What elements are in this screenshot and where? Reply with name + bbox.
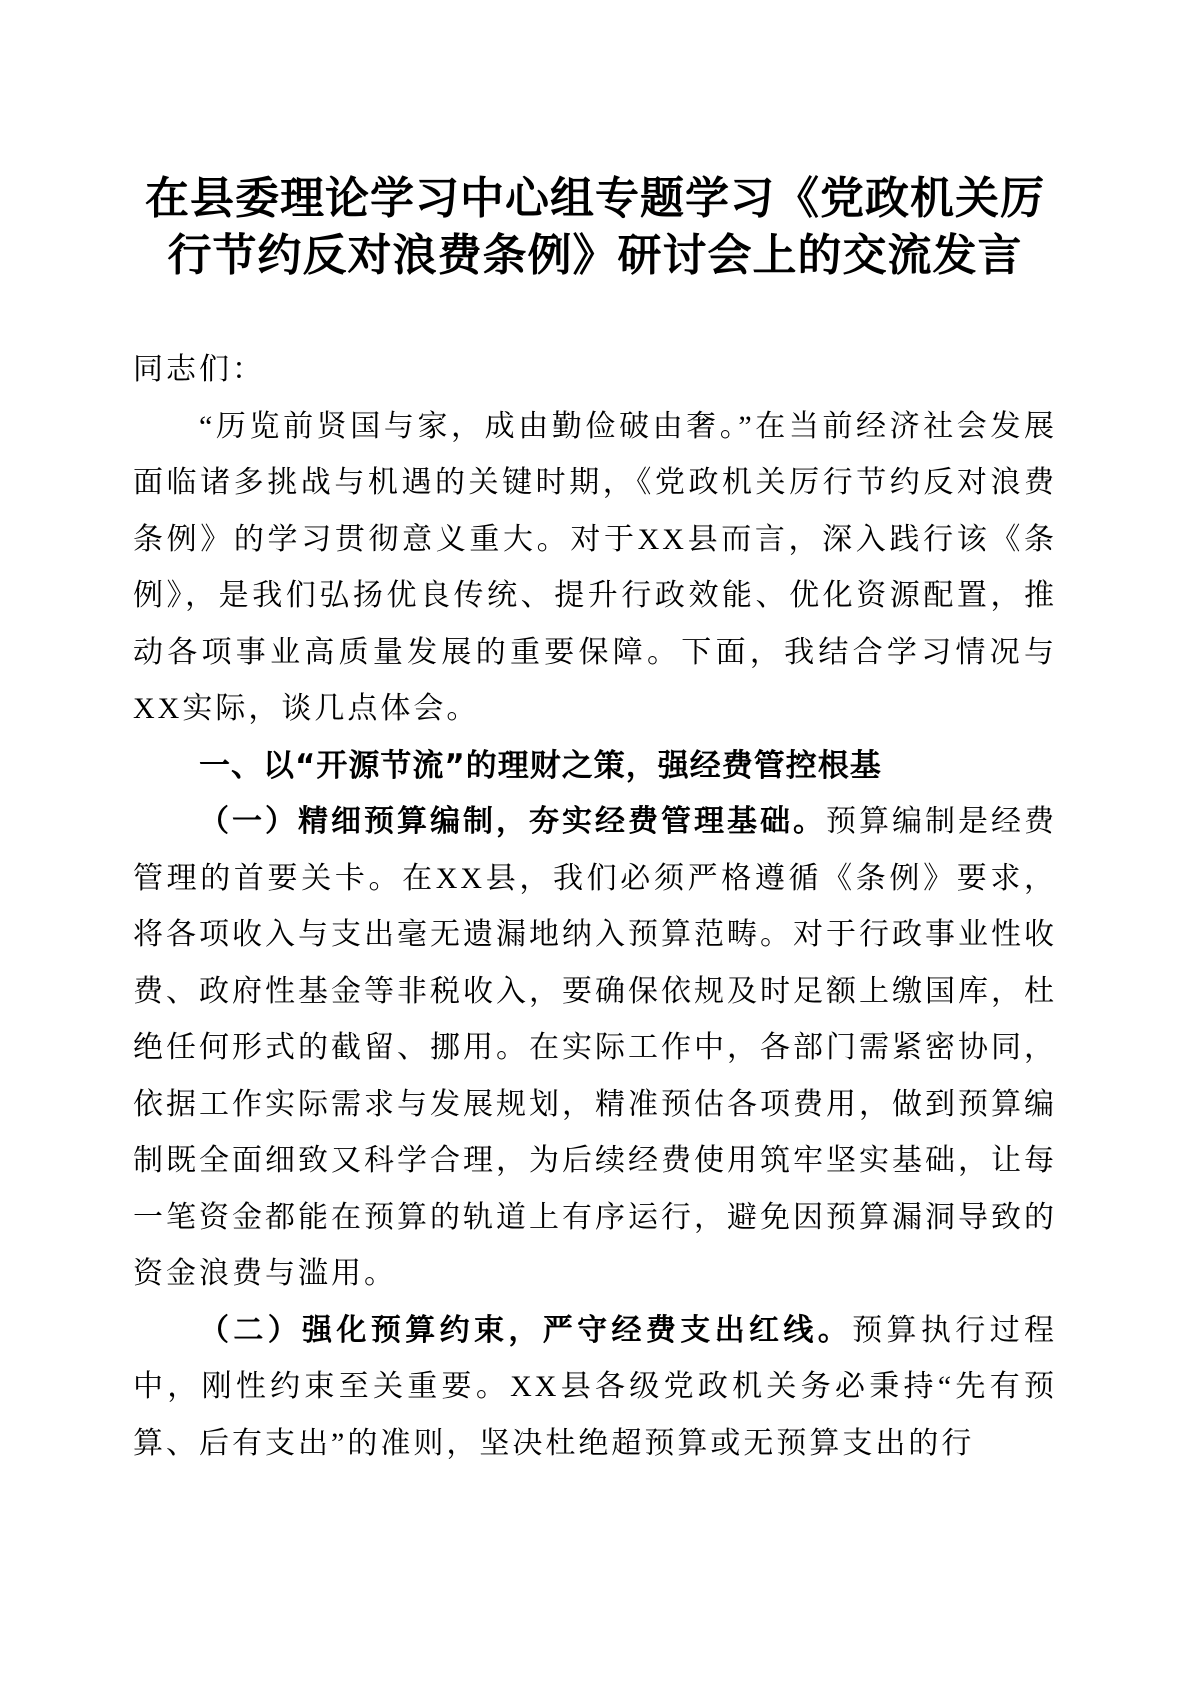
paragraph-2-lead: （二）强化预算约束，严守经费支出红线。 (199, 1313, 853, 1347)
paragraph-2 (133, 1303, 1057, 1473)
intro-paragraph: “历览前贤国与家，成由勤俭破由奢。”在当前经济社会发展面临诸多挑战与机遇的关键时期，《党政机关厉行节约反对浪费条例》的学习贯彻意义重大。对于XX县而言，深入践行该《条例》，是我们弘扬优良传统、提升行政效能、优化资源配置，推动各项事业高质量发展的重要保障。下面，我结合学习情况与XX实际，谈几点体会。 (133, 409, 1057, 725)
document-text-block (133, 342, 1057, 1472)
section-1-heading: 一、以“开源节流”的理财之策，强经费管控根基 (199, 747, 882, 784)
salutation: 同志们： (133, 353, 265, 386)
paragraph-1-lead: （一）精细预算编制，夯实经费管理基础。 (199, 805, 826, 838)
paragraph-1 (133, 794, 1057, 1303)
document-title: 在县委理论学习中心组专题学习《党政机关厉行节约反对浪费条例》研讨会上的交流发言 (145, 174, 1045, 280)
paragraph-1-text: 预算编制是经费管理的首要关卡。在XX县，我们必须严格遵循《条例》要求，将各项收入与支出毫无遗漏地纳入预算范畴。对于行政事业性收费、政府性基金等非税收入，要确保依规及时足额上缴国库，杜绝任何形式的截留、挪用。在实际工作中，各部门需紧密协同，依据工作实际需求与发展规划，精准预估各项费用，做到预算编制既全面细致又科学合理，为后续经费使用筑牢坚实基础，让每一笔资金都能在预算的轨道上有序运行，避免因预算漏洞导致的资金浪费与滥用。 (133, 805, 1057, 1290)
paragraph-2-text: 预算执行过程中，刚性约束至关重要。XX县各级党政机关务必秉持“先有预算、后有支出”的准则，坚决杜绝超预算或无预算支出的行 (133, 1313, 1057, 1460)
